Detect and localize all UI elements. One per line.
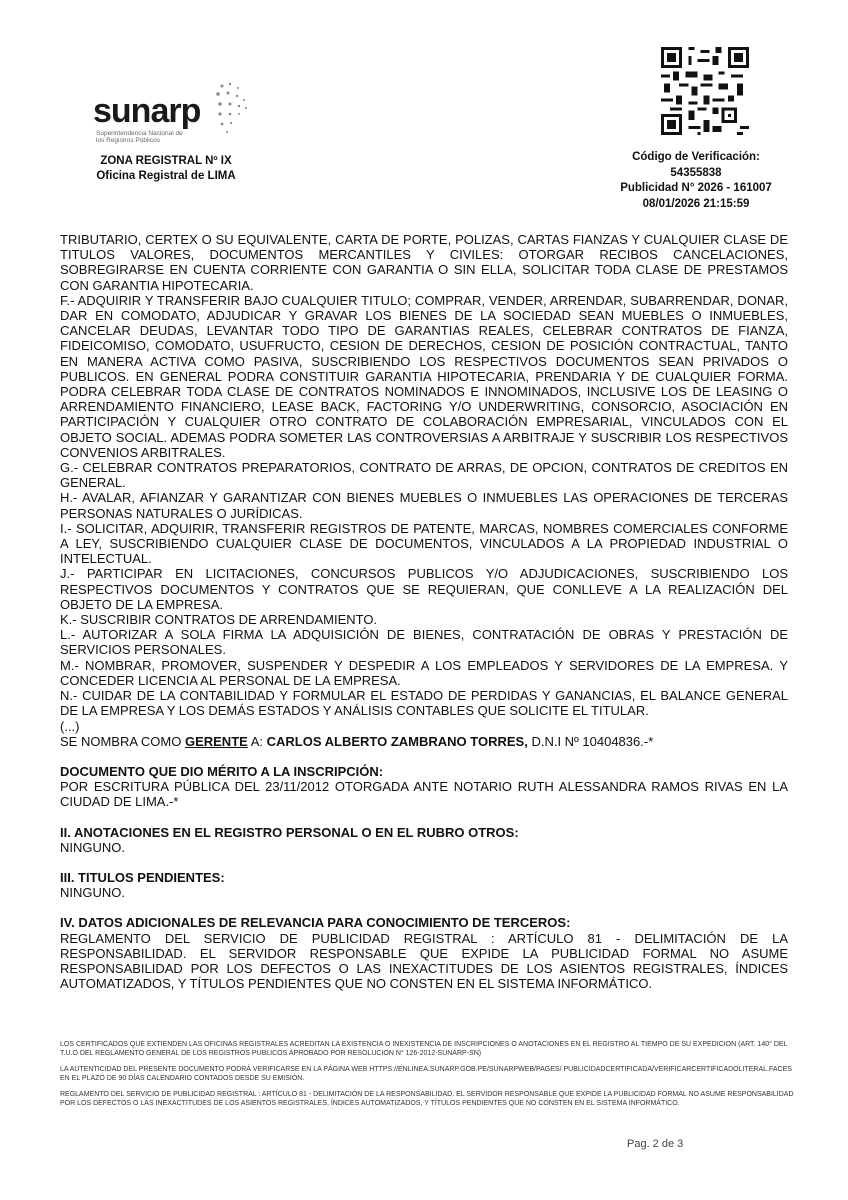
ellipsis: (...) xyxy=(60,718,80,734)
clause-h: H.- AVALAR, AFIANZAR Y GARANTIZAR CON BIENES MUEBLES O INMUEBLES LAS OPERACIONES DE TERCERAS PERSONAS NATURALES O JURÍDICAS. xyxy=(60,490,788,521)
section-iv-heading: IV. DATOS ADICIONALES DE RELEVANCIA PARA CONOCIMIENTO DE TERCEROS: xyxy=(60,915,571,931)
oficina-registral: Oficina Registral de LIMA xyxy=(96,170,236,182)
logo-dots-icon xyxy=(208,80,248,140)
footer-note-certificates: LOS CERTIFICADOS QUE EXTIENDEN LAS OFICINAS REGISTRALES ACREDITAN LA EXISTENCIA O INEXISTENCIA DE INSCRIPCIONES O ANOTACIONES EN EL REGISTRO AL TIEMPO DE SU EXPEDICION (ART. 140° DEL T.U.O DEL REGLAMENTO GENERAL DE LOS REGISTROS PUBLICOS APROBADO POR RESOLUCION N° 126-2012-SUNARP-SN) xyxy=(60,1041,788,1057)
registry-office xyxy=(76,154,256,184)
qr-code-icon xyxy=(661,47,749,135)
page-number: Pag. 2 de 3 xyxy=(627,1138,684,1150)
logo-subtitle: Superintendencia Nacional de los Registros Públicos xyxy=(96,130,183,144)
logo-wordmark: sunarp xyxy=(93,92,201,130)
gerente-name: CARLOS ALBERTO ZAMBRANO TORRES, xyxy=(266,733,528,749)
clause-g: G.- CELEBRAR CONTRATOS PREPARATORIOS, CONTRATO DE ARRAS, DE OPCION, CONTRATOS DE CREDITOS EN GENERAL. xyxy=(60,460,788,491)
clause-f: F.- ADQUIRIR Y TRANSFERIR BAJO CUALQUIER TITULO; COMPRAR, VENDER, ARRENDAR, SUBARRENDAR, DONAR, DAR EN COMODATO, ADJUDICAR Y GRAVAR LOS BIENES DE LA SOCIEDAD SEAN MUEBLES O INMUEBLES, CANCELAR DEUDAS, LEVANTAR TODO TIPO DE GARANTIAS REALES, CELEBRAR CONTRATOS DE FIANZA, FIDEICOMISO, COMODATO, USUFRUCTO, CESION DE DERECHOS, CESION DE POSICIÓN CONTRACTUAL, TANTO EN MANERA ACTIVA COMO PASIVA, SUSCRIBIENDO LOS RESPECTIVOS DOCUMENTOS SEAN PRIVADOS O PUBLICOS. EN GENERAL PODRA CONSTITUIR GARANTIA HIPOTECARIA, PRENDARIA Y DE CUALQUIER FORMA. PODRA CELEBRAR TODA CLASE DE CONTRATOS NOMINADOS E INNOMINADOS, INCLUSIVE LOS DE LEASING O ARRENDAMIENTO FINANCIERO, LEASE BACK, FACTORING Y/O UNDERWRITING, CONSORCIO, ASOCIACIÓN EN PARTICIPACIÓN Y CUALQUIER OTRO CONTRATO DE COLABORACIÓN EMPRESARIAL, VINCULADOS CON EL OBJETO SOCIAL. ADEMAS PODRA SOMETER LAS CONTROVERSIAS A ARBITRAJE Y SUSCRIBIR LOS RESPECTIVOS CONVENIOS ARBITRALES. xyxy=(60,292,788,460)
section-iv-text: REGLAMENTO DEL SERVICIO DE PUBLICIDAD REGISTRAL : ARTÍCULO 81 - DELIMITACIÓN DE LA RESPONSABILIDAD. EL SERVIDOR RESPONSABLE QUE EXPIDE LA PUBLICIDAD FORMAL NO ASUME RESPONSABILIDAD POR LOS DEFECTOS O LAS INEXACTITUDES DE LOS ASIENTOS REGISTRALES, ÍNDICES AUTOMATIZADOS, Y TÍTULOS PENDIENTES QUE NO CONSTEN EN EL SISTEMA INFORMÁTICO. xyxy=(60,930,788,992)
verification-block xyxy=(590,150,802,212)
section-ii-text: NINGUNO. xyxy=(60,839,125,855)
section-iii-heading: III. TITULOS PENDIENTES: xyxy=(60,869,225,885)
gerente-label: GERENTE xyxy=(184,733,248,749)
issue-datetime: 08/01/2026 21:15:59 xyxy=(642,197,750,210)
paragraph-continuation: TRIBUTARIO, CERTEX O SU EQUIVALENTE, CARTA DE PORTE, POLIZAS, CARTAS FIANZAS Y CUALQUIER CLASE DE TITULOS VALORES, DOCUMENTOS MERCANTILES Y CIVILES: OTORGAR RECIBOS CANCELACIONES, SOBREGIRARSE EN CUENTA CORRIENTE CON GARANTIA O SIN ELLA, SOLICITAR TODA CLASE DE PRESTAMOS CON GARANTIA HIPOTECARIA. xyxy=(60,232,788,293)
gerente-mid: A: xyxy=(247,733,267,749)
manager-appointment xyxy=(60,734,788,749)
doc-heading: DOCUMENTO QUE DIO MÉRITO A LA INSCRIPCIÓN: xyxy=(60,763,384,779)
footer-notes xyxy=(60,1041,795,1116)
footer-note-regulation: REGLAMENTO DEL SERVICIO DE PUBLICIDAD REGISTRAL : ARTÍCULO 81 - DELIMITACIÓN DE LA RESPONSABILIDAD. EL SERVIDOR RESPONSABLE QUE EXPIDE LA PUBLICIDAD FORMAL NO ASUME RESPONSABILIDAD POR LOS DEFECTOS O LAS INEXACTITUDES DE LOS ASIENTOS REGISTRALES, ÍNDICES AUTOMATIZADOS, Y TÍTULOS PENDIENTES QUE NO CONSTEN EN EL SISTEMA INFORMÁTICO. xyxy=(60,1091,794,1107)
clause-n: N.- CUIDAR DE LA CONTABILIDAD Y FORMULAR EL ESTADO DE PERDIDAS Y GANANCIAS, EL BALANCE GENERAL DE LA EMPRESA Y LOS DEMÁS ESTADOS Y ANÁLISIS CONTABLES QUE SOLICITE EL TITULAR. xyxy=(60,688,788,719)
publicidad-number: Publicidad N° 2026 - 161007 xyxy=(620,182,772,194)
sunarp-logo xyxy=(90,92,250,152)
clause-k: K.- SUSCRIBIR CONTRATOS DE ARRENDAMIENTO. xyxy=(60,612,378,628)
clause-j: J.- PARTICIPAR EN LICITACIONES, CONCURSOS PUBLICOS Y/O ADJUDICACIONES, SUSCRIBIENDO LOS RESPECTIVOS DOCUMENTOS Y CONTRATOS QUE SE REQUIERAN, QUE CONLLEVE A LA REALIZACIÓN DEL OBJETO DE LA EMPRESA. xyxy=(60,566,788,612)
doc-text: POR ESCRITURA PÚBLICA DEL 23/11/2012 OTORGADA ANTE NOTARIO RUTH ALESSANDRA RAMOS RIVAS EN LA CIUDAD DE LIMA.-* xyxy=(60,779,788,810)
document-body xyxy=(60,232,788,991)
section-ii-heading: II. ANOTACIONES EN EL REGISTRO PERSONAL O EN EL RUBRO OTROS: xyxy=(60,824,519,840)
gerente-dni: D.N.I Nº 10404836.-* xyxy=(527,733,654,749)
footer-note-authenticity: LA AUTENTICIDAD DEL PRESENTE DOCUMENTO PODRÁ VERIFICARSE EN LA PÁGINA WEB HTTPS://ENLINEA.SUNARP.GOB.PE/SUNARPWEB/PAGES/ PUBLICIDADCERTIFICADA/VERIFICARCERTIFICADOLITERAL.FACES EN EL PLAZO DE 90 DÍAS CALENDARIO CONTADOS DESDE SU EMISIÓN. xyxy=(60,1066,792,1082)
section-iii-text: NINGUNO. xyxy=(60,885,125,901)
clause-i: I.- SOLICITAR, ADQUIRIR, TRANSFERIR REGISTROS DE PATENTE, MARCAS, NOMBRES COMERCIALES CONFORME A LEY, SUSCRIBIENDO CUALQUIER CLASE DE DOCUMENTOS, VINCULADOS A LA PROPIEDAD INDUSTRIAL O INTELECTUAL. xyxy=(60,520,788,567)
clause-m: M.- NOMBRAR, PROMOVER, SUSPENDER Y DESPEDIR A LOS EMPLEADOS Y SERVIDORES DE LA EMPRESA. Y CONCEDER LICENCIA AL PERSONAL DE LA EMPRESA. xyxy=(60,657,788,688)
verification-code: 54355838 xyxy=(670,166,722,179)
verification-label: Código de Verificación: xyxy=(632,151,760,163)
gerente-prefix: SE NOMBRA COMO xyxy=(60,733,185,749)
clause-l: L.- AUTORIZAR A SOLA FIRMA LA ADQUISICIÓN DE BIENES, CONTRATACIÓN DE OBRAS Y PRESTACIÓN DE SERVICIOS PERSONALES. xyxy=(60,627,788,658)
zona-registral: ZONA REGISTRAL Nº IX xyxy=(100,155,232,167)
